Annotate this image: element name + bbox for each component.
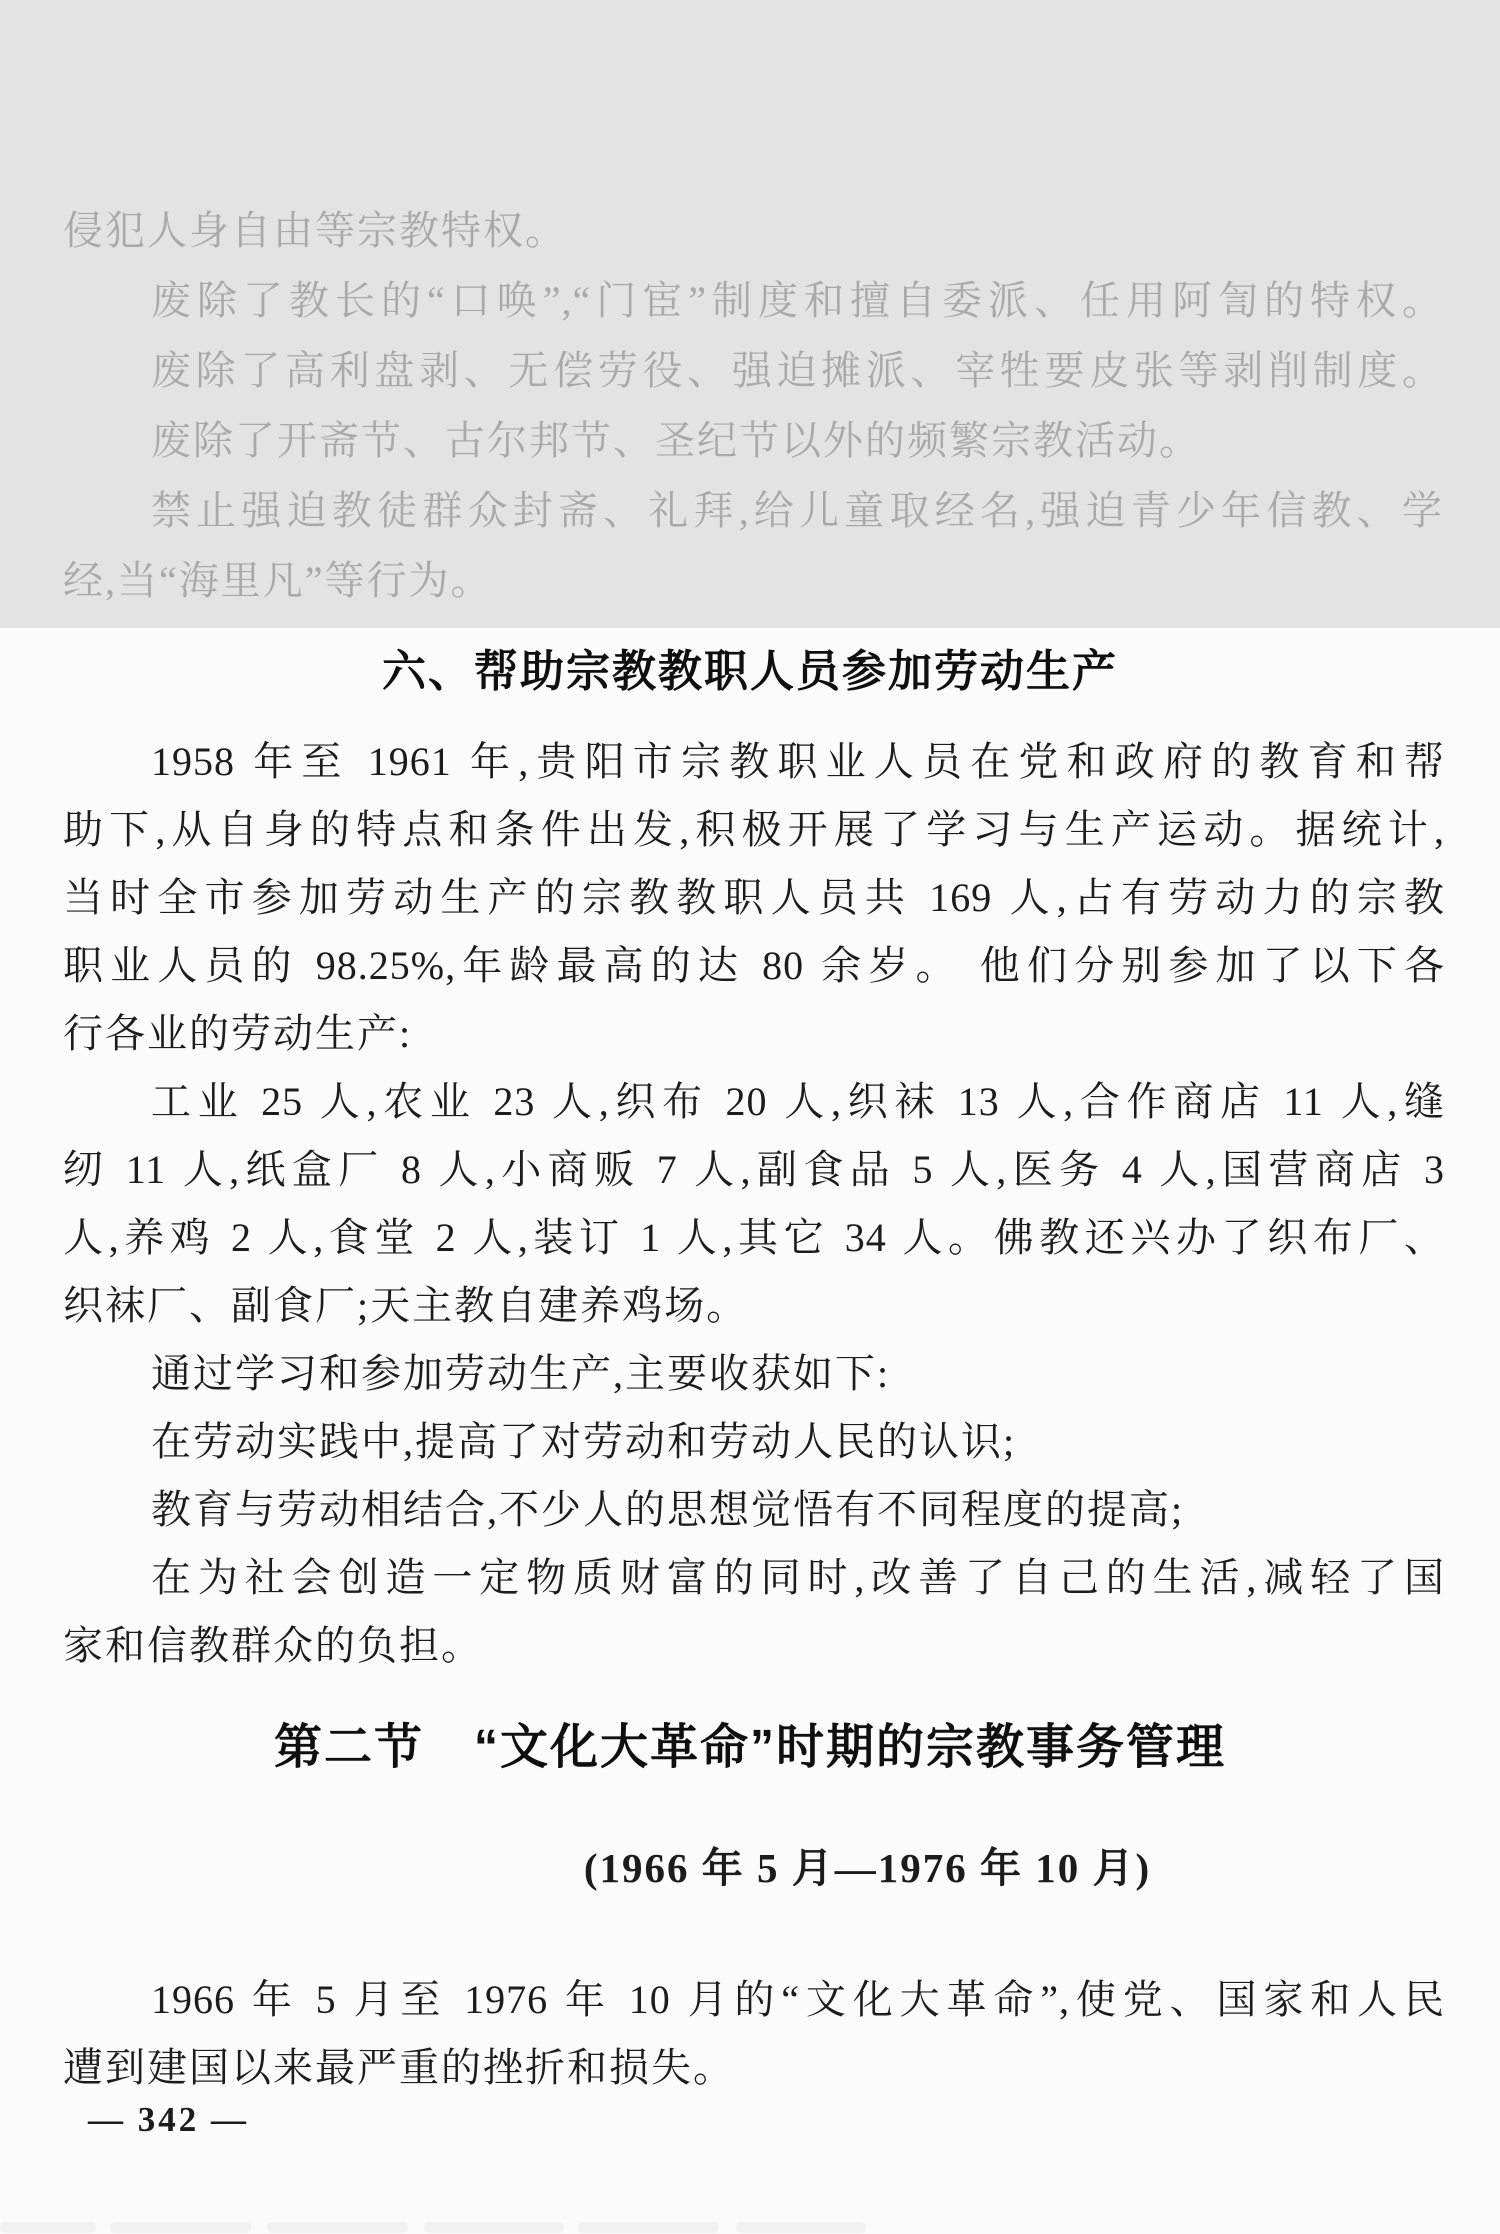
section-date-range: (1966 年 5 月—1976 年 10 月) [583,1845,1152,1891]
text-line: 在为社会创造一定物质财富的同时,改善了自己的生活,减轻了国 [151,1555,1445,1600]
text-line: 职业人员的 98.25%,年龄最高的达 80 余岁。 他们分别参加了以下各 [63,943,1445,988]
text-line: 废除了高利盘剥、无偿劳役、强迫摊派、宰牲要皮张等剥削制度。 [151,348,1443,393]
scan-artifact [736,2222,866,2233]
text-line: 遭到建国以来最严重的挫折和损失。 [63,2045,735,2090]
text-line: 废除了教长的“口唤”,“门宦”制度和擅自委派、任用阿訇的特权。 [151,278,1443,323]
text-line: 1958 年至 1961 年,贵阳市宗教职业人员在党和政府的教育和帮 [151,739,1445,784]
text-line: 助下,从自身的特点和条件出发,积极开展了学习与生产运动。据统计, [63,807,1445,852]
text-line: 1966 年 5 月至 1976 年 10 月的“文化大革命”,使党、国家和人民 [151,1977,1445,2022]
text-line: 通过学习和参加劳动生产,主要收获如下: [151,1351,891,1396]
text-line: 教育与劳动相结合,不少人的思想觉悟有不同程度的提高; [151,1487,1185,1532]
section1-paragraphs [63,728,1445,1680]
text-line: 人,养鸡 2 人,食堂 2 人,装订 1 人,其它 34 人。佛教还兴办了织布厂、 [63,1215,1445,1260]
text-line: 在劳动实践中,提高了对劳动和劳动人民的认识; [151,1419,1017,1464]
faded-previous-text-block [0,0,1500,628]
text-line: 经,当“海里凡”等行为。 [63,558,493,603]
text-line: 禁止强迫教徒群众封斋、礼拜,给儿童取经名,强迫青少年信教、学 [151,488,1443,533]
section-heading-labor-production: 六、帮助宗教教职人员参加劳动生产 [382,647,1118,696]
text-line: 纫 11 人,纸盒厂 8 人,小商贩 7 人,副食品 5 人,医务 4 人,国营商店 3 [63,1147,1445,1192]
scan-artifact [578,2222,719,2233]
text-line: 行各业的劳动生产: [63,1011,413,1056]
text-line: 工业 25 人,农业 23 人,织布 20 人,织袜 13 人,合作商店 11 人,缝 [151,1079,1445,1124]
scan-artifact [110,2222,251,2233]
scan-artifact [424,2222,564,2233]
text-line: 当时全市参加劳动生产的宗教教职人员共 169 人,占有劳动力的宗教 [63,875,1445,920]
text-line: 织袜厂、副食厂;天主教自建养鸡场。 [63,1283,749,1328]
text-line: 废除了开斋节、古尔邦节、圣纪节以外的频繁宗教活动。 [151,418,1201,463]
section-heading-cultural-revolution: 第二节 “文化大革命”时期的宗教事务管理 [273,1721,1226,1774]
text-line: 家和信教群众的负担。 [63,1623,483,1668]
text-line: 侵犯人身自由等宗教特权。 [63,208,567,253]
section2-paragraphs [63,1966,1445,2102]
scan-artifact [267,2222,408,2233]
scan-artifact [0,2222,96,2233]
page-number: — 342 — [88,2100,249,2139]
